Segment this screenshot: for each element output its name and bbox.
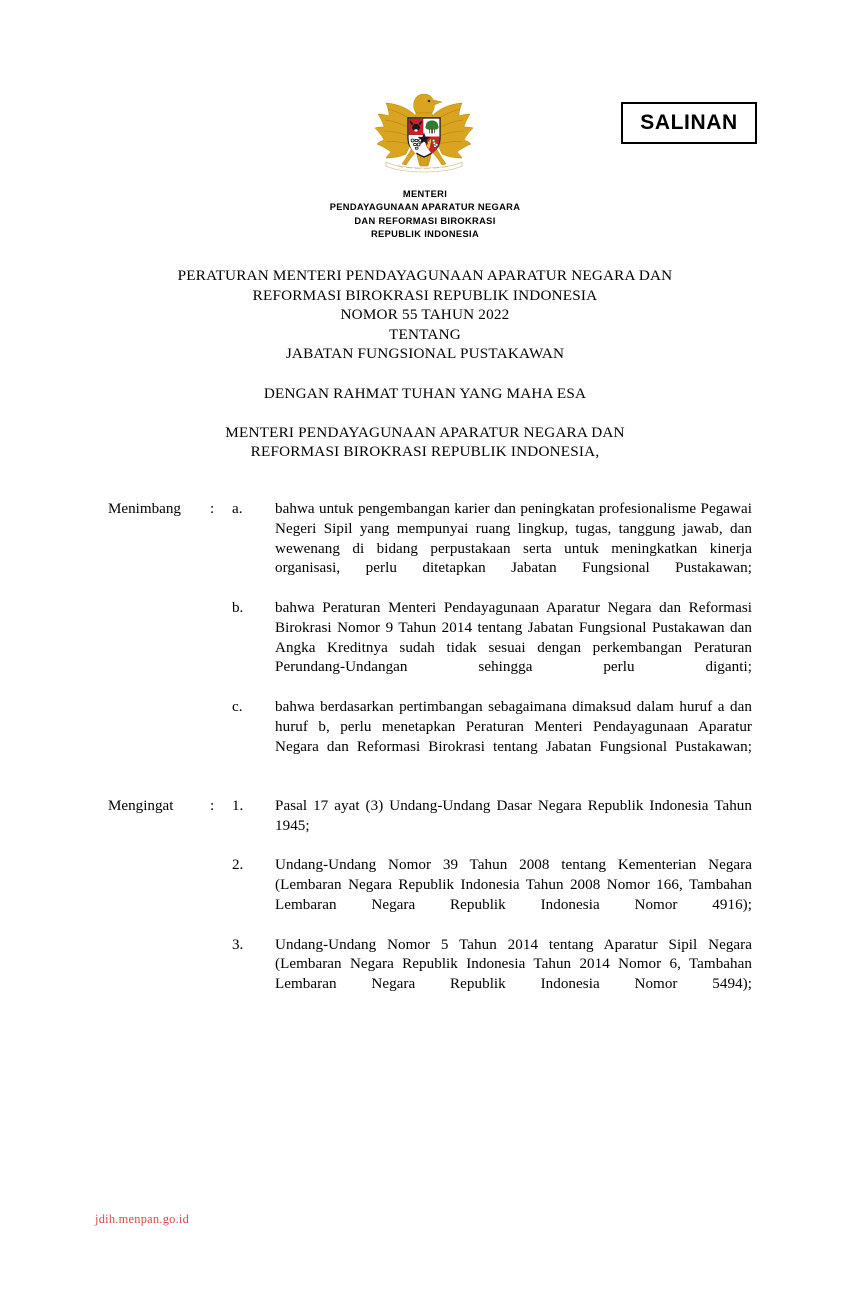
consideration-marker-b: b. xyxy=(232,599,244,616)
ministry-line-1: MENTERI xyxy=(402,189,448,199)
considerations-label: Menimbang xyxy=(108,501,181,517)
document-header xyxy=(0,0,850,260)
legal-basis-marker-1: 1. xyxy=(232,797,244,814)
consideration-text-c: bahwa berdasarkan pertimbangan sebagaimana dimaksud dalam huruf a dan huruf b, perlu menetapkan Peraturan Menteri Pendayagunaan Aparatur Negara dan Reformasi Birokrasi tentang Jabatan Fungsional Pustakawan; xyxy=(275,698,752,755)
title-spacer-1 xyxy=(0,364,850,384)
title-line-2: REFORMASI BIROKRASI REPUBLIK INDONESIA xyxy=(252,286,598,304)
salinan-label: SALINAN xyxy=(640,111,738,134)
legal-basis-marker-3: 3. xyxy=(232,936,244,953)
garuda-pancasila-emblem xyxy=(372,86,476,182)
ministry-heading xyxy=(0,188,850,241)
consideration-text-a: bahwa untuk pengembangan karier dan peningkatan profesionalisme Pegawai Negeri Sipil yang mempunyai ruang lingkup, tugas, tanggung jawab, dan wewenang di bidang perpustakaan serta untuk meningkatkan kinerja organisasi, perlu ditetapkan Jabatan Fungsional Pustakawan; xyxy=(275,501,752,577)
title-line-1: PERATURAN MENTERI PENDAYAGUNAAN APARATUR NEGARA DAN xyxy=(177,267,673,284)
authority-line-2: REFORMASI BIROKRASI REPUBLIK INDONESIA, xyxy=(250,443,600,461)
title-spacer-2 xyxy=(0,403,850,423)
legal-basis-text-1: Pasal 17 ayat (3) Undang-Undang Dasar Negara Republik Indonesia Tahun 1945; xyxy=(275,797,752,834)
consideration-marker-a: a. xyxy=(232,501,243,517)
legal-basis-text-2: Undang-Undang Nomor 39 Tahun 2008 tentang Kementerian Negara (Lembaran Negara Republik Indonesia Tahun 2008 Nomor 166, Tambahan Lembaran Negara Republik Indonesia Nomor 4916); xyxy=(275,857,752,913)
jdih-watermark-url: jdih.menpan.go.id xyxy=(95,1212,190,1226)
salinan-stamp xyxy=(621,102,757,144)
consideration-marker-c: c. xyxy=(232,698,243,715)
legal-basis-item-2 xyxy=(0,856,850,935)
regulation-title-block xyxy=(0,266,850,462)
title-about-label: TENTANG xyxy=(389,325,461,343)
invocation-line: DENGAN RAHMAT TUHAN YANG MAHA ESA xyxy=(263,384,587,402)
considerations-colon: : xyxy=(210,501,215,517)
legal-basis-text-3: Undang-Undang Nomor 5 Tahun 2014 tentang Aparatur Sipil Negara (Lembaran Negara Republik Indonesia Tahun 2014 Nomor 6, Tambahan Lembaran Negara Republik Indonesia Nomor 5494); xyxy=(275,936,752,993)
legal-basis-colon: : xyxy=(210,797,215,814)
authority-line-1: MENTERI PENDAYAGUNAAN APARATUR NEGARA DAN xyxy=(225,423,625,441)
legal-basis-item-3 xyxy=(0,936,850,1015)
ministry-line-2: PENDAYAGUNAAN APARATUR NEGARA xyxy=(329,202,521,213)
consideration-item-a xyxy=(0,500,850,599)
regulation-number: NOMOR 55 TAHUN 2022 xyxy=(340,306,510,324)
legal-basis-marker-2: 2. xyxy=(232,857,244,874)
legal-basis-section xyxy=(0,797,850,1015)
regulation-subject: JABATAN FUNGSIONAL PUSTAKAWAN xyxy=(285,345,565,363)
consideration-item-b xyxy=(0,599,850,698)
document-body xyxy=(0,500,850,1015)
ministry-line-4: REPUBLIK INDONESIA xyxy=(370,228,480,239)
consideration-text-b: bahwa Peraturan Menteri Pendayagunaan Aparatur Negara dan Reformasi Birokrasi Nomor 9 Tahun 2014 tentang Jabatan Fungsional Pustakawan dan Angka Kreditnya sudah tidak sesuai dengan perkembangan Peraturan Perundang-Undangan sehingga perlu diganti; xyxy=(275,599,752,676)
legal-basis-label: Mengingat xyxy=(108,797,174,814)
ministry-line-3: DAN REFORMASI BIROKRASI xyxy=(354,215,496,226)
consideration-item-c xyxy=(0,698,850,777)
considerations-section xyxy=(0,500,850,777)
legal-basis-item-1 xyxy=(0,797,850,856)
